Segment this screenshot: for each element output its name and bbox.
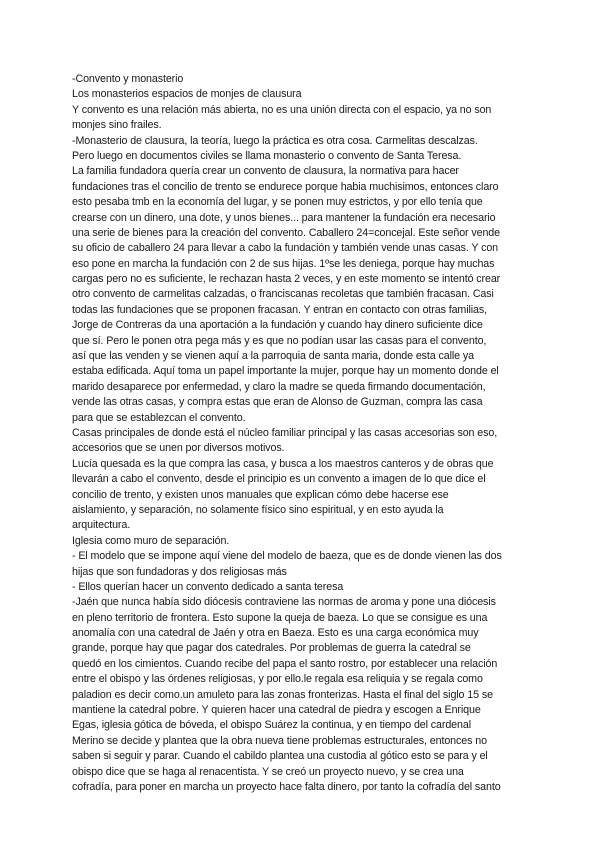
text-line: accesorios que se unen por diversos motivos. [72,442,285,455]
text-line: Lucía quesada es la que compra las casa, y busca a los maestros canteros y de obras que [72,457,494,470]
text-line: fundaciones tras el concilio de trento se endurece porque habia muchisimos, entonces claro [72,180,499,193]
text-line: Pero luego en documentos civiles se llama monasterio o convento de Santa Teresa. [72,149,462,162]
text-line: mantiene la catedral pobre. Y quieren hacer una catedral de piedra y escogen a Enrique [72,704,481,717]
text-line: Jorge de Contreras da una aportación a la fundación y cuando hay dinero suficiente dice [72,319,483,332]
text-line: concilio de trento, y existen unos manuales que explican cómo debe hacerse ese [72,488,449,501]
text-line: -Monasterio de clausura, la teoría, luego la práctica es otra cosa. Carmelitas descalzas. [72,134,478,147]
text-line: Y convento es una relación más abierta, no es una unión directa con el espacio, ya no son [72,103,492,116]
text-line: crearse con un dinero, una dote, y unos bienes... para mantener la fundación era necesario [72,211,496,224]
text-line: en pleno territorio de frontera. Esto supone la queja de baeza. Lo que se consigue es una [72,611,488,624]
text-line: Iglesia como muro de separación. [72,534,230,547]
text-line: - El modelo que se impone aquí viene del modelo de baeza, que es de donde vienen las dos [72,550,502,563]
text-line: llevarán a cabo el convento, desde el principio es un convento a imagen de lo que dice el [72,473,486,486]
text-line: eso pone en marcha la fundación con 2 de sus hijas. 1ºse les deniega, porque hay muchas [72,257,495,270]
text-line: para que se establezcan el convento. [72,411,246,424]
text-line: anomalía con una catedral de Jaén y otra en Baeza. Esto es una carga económica muy [72,627,479,640]
text-line: grande, porque hay que pagar dos catedrales. Por problemas de guerra la catedral se [72,642,471,655]
text-line: vende las otras casas, y compra estas que eran de Alonso de Guzman, compra las casa [72,396,483,409]
text-line: marido desaparece por enfermedad, y claro la madre se queda firmando documentación, [72,380,486,393]
text-line: saben si seguir y parar. Cuando el cabildo plantea una custodia al gótico esto se para y el [72,750,488,763]
text-line: monjes sino frailes. [72,119,162,132]
text-line: cofradía, para poner en marcha un proyecto hace falta dinero, por tanto la cofradía del santo [72,780,501,793]
text-line: -Jaén que nunca había sido diócesis contraviene las normas de aroma y pone una diócesis [72,596,496,609]
text-line: su oficio de caballero 24 para llevar a cabo la fundación y también vende unas casas. Y con [72,242,499,255]
text-line: Merino se decide y plantea que la obra nueva tiene problemas estructurales, entonces no [72,734,487,747]
text-line: - Ellos querían hacer un convento dedicado a santa teresa [72,580,344,593]
text-line: así que las venden y se vienen aquí a la parroquia de santa maria, donde esta calle ya [72,350,474,363]
text-line: -Convento y monasterio [72,73,184,85]
text-line: hijas que son fundadoras y dos religiosas más [72,565,287,578]
text-line: una serie de bienes para la creación del convento. Caballero 24=concejal. Este señor vende [72,226,500,239]
text-line: arquitectura. [72,519,131,532]
text-line: La familia fundadora quería crear un convento de clausura, la normativa para hacer [72,165,459,178]
text-line: estaba edificada. Aquí toma un papel importante la mujer, porque hay un momento donde el [72,365,499,378]
text-line: paladion es decir como.un amuleto para las zonas fronterizas. Hasta el final del siglo 15 se [72,688,493,701]
text-line: Egas, iglesia gótica de bóveda, el obispo Suárez la continua, y en tiempo del cardenal [72,719,471,732]
text-line: cargas pero no es suficiente, le rechazan hasta 2 veces, y en este momento se intentó crear [72,273,501,286]
text-line: Casas principales de donde está el núcleo familiar principal y las casas accesorias son eso, [72,426,498,439]
text-line: obispo dice que se haga al renacentista. Y se creó un proyecto nuevo, y se crea una [72,765,464,778]
text-line: Los monasterios espacios de monjes de clausura [72,88,302,101]
text-line: que sí. Pero le ponen otra pega más y es que no podían usar las casas para el convento, [72,334,487,347]
text-line: aislamiento, y separación, no solamente físico sino espiritual, y en esto ayuda la [72,503,444,516]
text-line: quedó en los cimientos. Cuando recibe del papa el santo rostro, por establecer una relación [72,657,498,670]
document-body [72,72,530,795]
text-line: entre el obispo y las órdenes religiosas, y por ello.le regala esa reliquia y se regala como [72,673,483,686]
text-line: otro convento de carmelitas calzadas, o franciscanas recoletas que también fracasan. Casi [72,288,494,301]
text-line: esto pesaba tmb en la economía del lugar, y se ponen muy estrictos, y por ello tenía que [72,196,483,209]
text-line: todas las fundaciones que se proponen fracasan. Y entran en contacto con otras familias, [72,303,488,316]
